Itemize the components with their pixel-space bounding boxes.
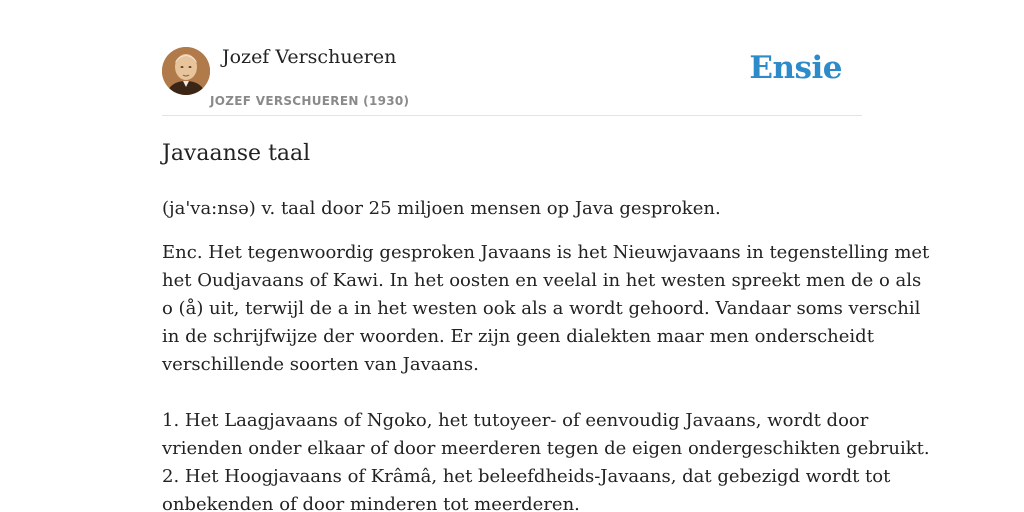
body-line: Enc. Het tegenwoordig gesproken Javaans is het Nieuwjavaans in tegenstelling met	[162, 242, 930, 263]
body-line: in de schrijfwijze der woorden. Er zijn geen dialekten maar men onderscheidt	[162, 326, 874, 347]
article-title: Javaanse taal	[162, 141, 311, 166]
body-line: het Oudjavaans of Kawi. In het oosten en veelal in het westen spreekt men de o als	[162, 270, 922, 291]
article-header	[162, 0, 862, 116]
article-definition: (ja'va:nsə) v. taal door 25 miljoen mensen op Java gesproken.	[162, 198, 721, 219]
list-line: vrienden onder elkaar of door meerderen tegen de eigen ondergeschikten gebruikt.	[162, 438, 930, 459]
content-container	[162, 0, 930, 512]
body-line: verschillende soorten van Javaans.	[162, 354, 479, 375]
brand-logo[interactable]: Ensie	[749, 50, 842, 86]
avatar[interactable]	[162, 47, 210, 95]
paragraph-gap	[162, 379, 862, 407]
author-portrait-icon	[162, 47, 210, 95]
article-body	[162, 239, 930, 512]
body-line: o (å) uit, terwijl de a in het westen ook als a wordt gehoord. Vandaar soms verschil	[162, 298, 921, 319]
author-meta: JOZEF VERSCHUEREN (1930)	[210, 94, 410, 108]
list-line: onbekenden of door minderen tot meerderen.	[162, 494, 580, 512]
list-line: 2. Het Hoogjavaans of Krâmâ, het beleefdheids-Javaans, dat gebezigd wordt tot	[162, 466, 891, 487]
list-line: 1. Het Laagjavaans of Ngoko, het tutoyeer- of eenvoudig Javaans, wordt door	[162, 410, 869, 431]
author-name[interactable]: Jozef Verschueren	[222, 46, 397, 68]
